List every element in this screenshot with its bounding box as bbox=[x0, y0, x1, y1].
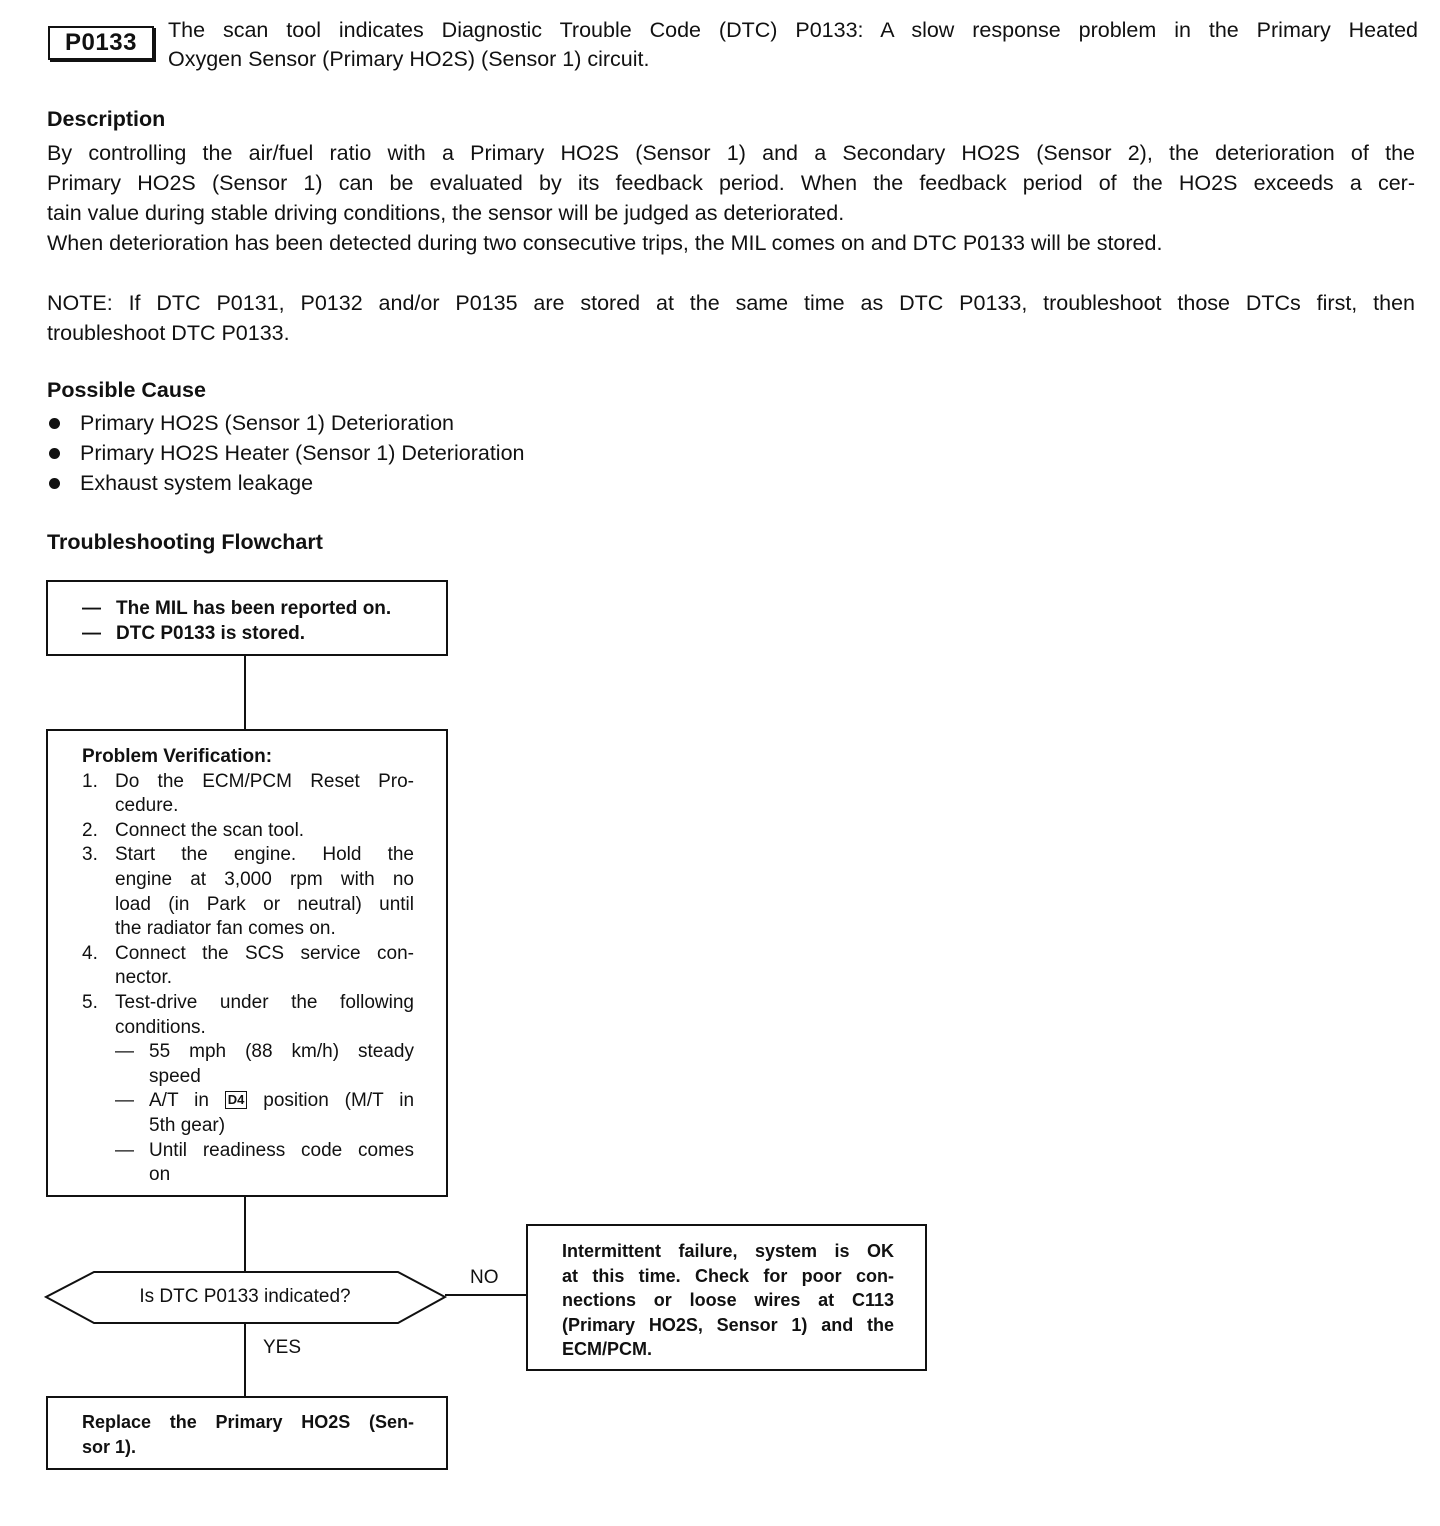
verification-step: 3. Start the engine. Hold the engine at 3,000 rpm with no load (in Park or neutral) until the radiator fan comes on. bbox=[82, 844, 414, 940]
replace-sensor-box bbox=[46, 1396, 448, 1470]
start-line-2: — DTC P0133 is stored. bbox=[82, 623, 306, 644]
note-line-2: troubleshoot DTC P0133. bbox=[47, 321, 290, 345]
verification-step: 4. Connect the SCS service con- nector. bbox=[82, 942, 414, 989]
no-label: NO bbox=[470, 1267, 499, 1288]
list-item bbox=[47, 438, 525, 468]
condition-item: — 55 mph (88 km/h) steady speed bbox=[115, 1041, 414, 1087]
intermittent-failure-box bbox=[526, 1224, 927, 1371]
note-line-1: NOTE: If DTC P0131, P0132 and/or P0135 are stored at the same time as DTC P0133, troubleshoot those DTCs first, then bbox=[47, 291, 1415, 315]
intermittent-line: Intermittent failure, system is OK bbox=[562, 1241, 894, 1261]
description-line: When deterioration has been detected during two consecutive trips, the MIL comes on and DTC P0133 will be stored. bbox=[47, 231, 1163, 255]
description-line: Primary HO2S (Sensor 1) can be evaluated by its feedback period. When the feedback period of the HO2S exceeds a cer- bbox=[47, 171, 1415, 195]
verification-step: 5. Test-drive under the following conditions. — 55 mph (88 km/h) steady speed — A/T in D4 position (M/T in 5th gear) — Until readiness code comes on bbox=[82, 991, 414, 1188]
decision-question: Is DTC P0133 indicated? bbox=[139, 1286, 351, 1307]
list-item bbox=[47, 408, 525, 438]
intermittent-line: (Primary HO2S, Sensor 1) and the bbox=[562, 1314, 894, 1335]
connector-line bbox=[244, 655, 246, 730]
possible-cause-list bbox=[47, 408, 525, 498]
description-body bbox=[47, 138, 1415, 258]
intermittent-line: ECM/PCM. bbox=[562, 1339, 652, 1359]
verification-step: 1. Do the ECM/PCM Reset Pro- cedure. bbox=[82, 770, 414, 817]
condition-item: — Until readiness code comes on bbox=[115, 1139, 414, 1186]
cause-text: Exhaust system leakage bbox=[80, 471, 314, 495]
verification-step: 2. Connect the scan tool. bbox=[82, 819, 305, 841]
problem-verification-box bbox=[46, 729, 448, 1197]
replace-line-2: sor 1). bbox=[82, 1437, 137, 1457]
description-line: By controlling the air/fuel ratio with a Primary HO2S (Sensor 1) and a Secondary HO2S (Sensor 2), the deterioration of the bbox=[47, 141, 1415, 165]
description-line: tain value during stable driving conditions, the sensor will be judged as deteriorated. bbox=[47, 201, 845, 225]
verification-title: Problem Verification: bbox=[82, 746, 273, 767]
flowchart-start-box bbox=[46, 580, 448, 656]
replace-line-1: Replace the Primary HO2S (Sen- bbox=[82, 1412, 414, 1432]
description-heading: Description bbox=[47, 107, 166, 131]
intermittent-line: nections or loose wires at C113 bbox=[562, 1290, 894, 1310]
start-line-1: — The MIL has been reported on. bbox=[82, 598, 392, 619]
connector-line bbox=[445, 1294, 527, 1296]
list-item bbox=[47, 468, 525, 498]
flowchart-heading: Troubleshooting Flowchart bbox=[47, 530, 323, 554]
yes-label: YES bbox=[263, 1337, 302, 1358]
d4-position-icon: D4 bbox=[225, 1091, 248, 1109]
header-description bbox=[168, 16, 1418, 74]
cause-text: Primary HO2S Heater (Sensor 1) Deterioration bbox=[80, 441, 525, 465]
connector-line bbox=[244, 1196, 246, 1272]
connector-line bbox=[244, 1322, 246, 1397]
bullet-icon bbox=[49, 418, 60, 429]
bullet-icon bbox=[49, 448, 60, 459]
bullet-icon bbox=[49, 478, 60, 489]
dtc-code-badge: P0133 bbox=[48, 26, 154, 60]
condition-item: — A/T in D4 position (M/T in 5th gear) bbox=[115, 1090, 415, 1136]
header-line-2: Oxygen Sensor (Primary HO2S) (Sensor 1) circuit. bbox=[168, 47, 650, 71]
intermittent-line: at this time. Check for poor con- bbox=[562, 1265, 894, 1286]
note bbox=[47, 288, 1415, 348]
possible-cause-heading: Possible Cause bbox=[47, 378, 206, 402]
header-line-1: The scan tool indicates Diagnostic Trouble Code (DTC) P0133: A slow response problem in the Primary Heated bbox=[168, 18, 1418, 42]
cause-text: Primary HO2S (Sensor 1) Deterioration bbox=[80, 411, 454, 435]
